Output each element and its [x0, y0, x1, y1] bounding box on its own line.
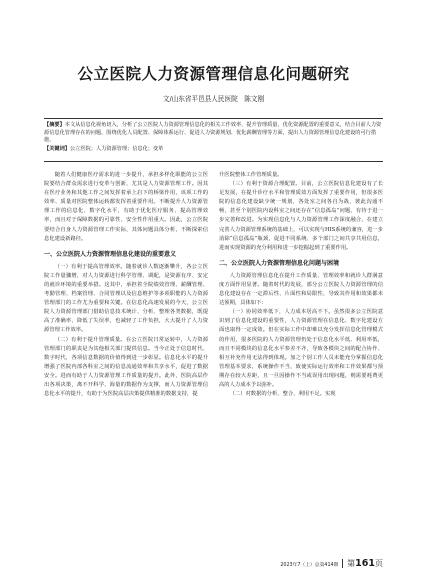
right-column	[219, 171, 383, 399]
page-number-value: 161	[355, 558, 375, 569]
body-paragraph: （三）有利于资源合理配置。目前，公立医院信息化建设有了长足发展，在提升诊疗水平和管理质效方面发挥了重要作用，但很多医院的信息化建设缺少统一规划，各处室之间各自为战，彼此沟通不畅，甚至个别医院内设科室之间还存在“信息孤岛”问题，有待于进一步完善和改进。为实现信息化与人力资源管理工作深度融合，在建立完善人力资源管理系统的基础上，可以实现与HIS系统的兼容，进一步消除“信息孤岛”瓶颈，促进不同系统、多个部门之间共享共用信息，进而实现资源的充分利用和进一步挖掘起到了重要作用。	[219, 181, 383, 251]
keywords-text: 公立医院；人力资源管理；信息化；变革	[69, 146, 164, 153]
continued-paragraph: 升医院整体工作管理质量。	[219, 172, 283, 178]
abstract-label: 【摘要】	[44, 122, 65, 128]
page-prefix: 第	[347, 559, 356, 568]
keywords-line	[44, 146, 383, 154]
issue-info: 2023年7（上）总第414期	[280, 563, 339, 568]
section-heading-2: 二、公立医院人力资源管理信息化问题与困境	[219, 259, 340, 267]
body-paragraph: （二）有利于提升管理质量。在公立医院日常运转中，人力资源管理部门的职责是为其他相关部门提供信息。当今正处于信息时代、数字时代，各项信息数据的价值得到进一步彰显。信息化水平的提升增强了医院内部各科室之间的信息流通效率和共享水平，促进了数据安全。进而有助于人力资源管理工作质量的提升。此外，医院高层作出各项决策，离不开科学、海量的数据作为支撑，而人力资源管理信息化水平的提升，有助于为医院高层决策提供精准的数据支持，提	[44, 336, 208, 398]
page-suffix: 页	[375, 559, 383, 568]
body-paragraph: （一）有利于提高管理效率。随着就诊人数逐渐攀升，各公立医院工作量骤增，对人力资源进行科学管理、调配，是资源有序、安定的就诊环境的重要举措。这其中，承担着全院绩效管理、薪酬管理、考勤管理、档案管理、合同管理以及信息维护等多项职能的人力资源管理部门的工作尤为重要和关键。在信息化高速发展的今天，公立医院人力资源管理部门借助信息技术统计、分析、整理各类数据，既提高了准确率，降低了失误率，也减轻了工作负担，大大提升了人力资源管理工作效率。	[44, 263, 208, 334]
body-paragraph: （二）对数据的分析、整合、利用不足。实现	[229, 391, 336, 398]
page-footer	[280, 558, 383, 569]
intro-paragraph: 随着人们健康医疗需求的进一步提升，承担多样化职能的公立医院要结合群众需求进行变革与创新，尤其是人力资源管理工作。因其在医疗业务和其他工作之间发挥着承上启下的桥梁作用，该项工作的效率、质量对医院整体运转都发挥着重要作用。不断提升人力资源管理工作的信息化、数字化水平，有助于优化医疗服务、提高管理效率，而且对于保障数据的可靠性、安全性作用重大。因此，公立医院要结合自身人力资源管理工作实际，其体问题具体分析，不断探索信息化建设新路径。	[44, 172, 208, 242]
body-paragraph: 人力资源管理信息化在提升工作质量、管理效率和就诊人群满意度方面作用显著。随着时代的发展，部分公立医院人力资源管理的信息化建设存在一定滞后性、片面性和局限性，导致其作用和效果都未达预期，具体如下：	[219, 272, 383, 307]
abstract-text: 本文从信息化视角切入，分析了公立医院人力资源管理信息化的相关工作效率、提升管理质量、优化资源配置的重要意义，结合目前人力资源信息化管理存在的问题，围绕优化人员配置、保障体系运行、促进人力资源规划、优化薪酬管理等方面，提出人力资源管理信息化建设的可行措施。	[44, 122, 382, 144]
article-title: 公立医院人力资源管理信息化问题研究	[77, 65, 350, 83]
keywords-label: 【关键词】	[44, 146, 70, 153]
section-heading-1: 一、公立医院人力资源管理信息化建设的重要意义	[44, 250, 177, 258]
body-paragraph: （一）协同效率低下，人力成本居高不下。虽然很多公立医院意识到了信息化建设的重要性，人力资源管理在信息化、数字化建设方面也取得一定成效。但在实际工作中却难以充分发挥信息化管理模式的作用，很多医院的人力资源管理仍处于信息化水平低、利用率低，而且不同模块的信息化水平参差不齐，导致各模块之间的配合协作、相互补充作用无法得到体现。加之个别工作人员未能充分掌握信息化管理基本要求，系统操作不当，致使实际运行效率和工作效果都与预期存在较大差距，且一旦因操作不当或误用出现问题，则需要耗费更高的人力成本予以弥补。	[219, 309, 383, 388]
page-number	[347, 558, 383, 569]
left-column	[44, 171, 208, 399]
footer-divider	[342, 559, 343, 568]
article-author: 文/山东省平邑县人民医院 陈文刚	[162, 95, 265, 103]
abstract-section	[44, 118, 383, 162]
